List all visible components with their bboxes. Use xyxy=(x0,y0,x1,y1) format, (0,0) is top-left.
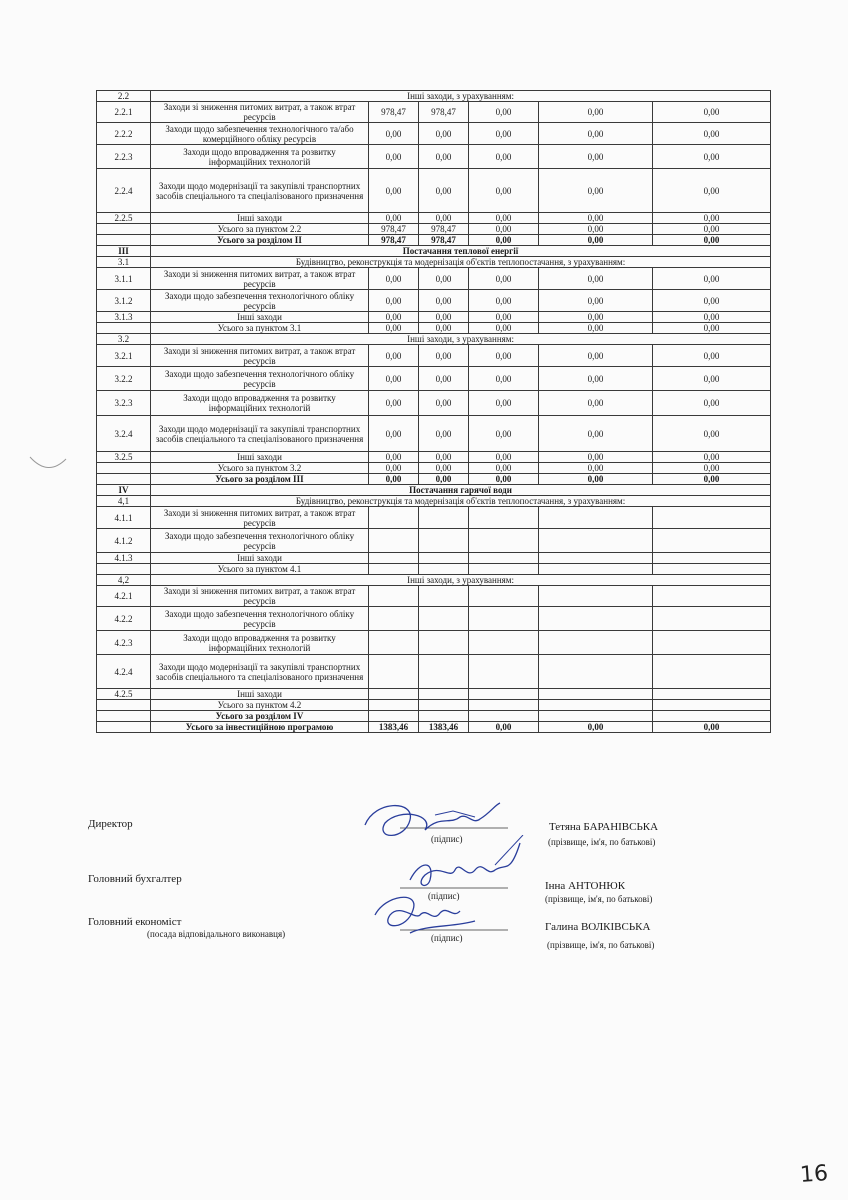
value-cell: 0,00 xyxy=(419,391,469,416)
value-cell xyxy=(469,564,539,575)
row-code: 3.2.3 xyxy=(97,391,151,416)
row-code: 3.2.5 xyxy=(97,452,151,463)
value-cell xyxy=(419,553,469,564)
value-cell: 0,00 xyxy=(539,722,653,733)
value-cell xyxy=(653,631,771,655)
total-row xyxy=(97,722,771,733)
value-cell: 0,00 xyxy=(419,463,469,474)
table-row xyxy=(97,607,771,631)
section-title: Інші заходи, з урахуванням: xyxy=(151,334,771,345)
accountant-signature-label: (підпис) xyxy=(428,891,460,901)
row-code: 2.2.3 xyxy=(97,145,151,169)
value-cell xyxy=(653,700,771,711)
section-title: Інші заходи, з урахуванням: xyxy=(151,91,771,102)
row-code: 2.2.1 xyxy=(97,102,151,123)
value-cell: 0,00 xyxy=(419,169,469,213)
value-cell: 0,00 xyxy=(369,145,419,169)
value-cell: 0,00 xyxy=(469,102,539,123)
value-cell: 0,00 xyxy=(539,235,653,246)
value-cell: 0,00 xyxy=(469,123,539,145)
value-cell xyxy=(369,507,419,529)
value-cell: 978,47 xyxy=(369,224,419,235)
value-cell: 0,00 xyxy=(653,474,771,485)
value-cell xyxy=(469,700,539,711)
value-cell: 0,00 xyxy=(469,224,539,235)
value-cell: 0,00 xyxy=(653,224,771,235)
value-cell xyxy=(469,689,539,700)
row-description: Усього за пунктом 4.2 xyxy=(151,700,369,711)
table-row xyxy=(97,290,771,312)
total-row xyxy=(97,474,771,485)
table-row xyxy=(97,102,771,123)
table-row xyxy=(97,507,771,529)
row-code: 4,2 xyxy=(97,575,151,586)
value-cell: 0,00 xyxy=(653,345,771,367)
row-description: Інші заходи xyxy=(151,312,369,323)
total-row xyxy=(97,235,771,246)
accountant-name-label: (прізвище, ім'я, по батькові) xyxy=(545,894,653,904)
value-cell xyxy=(419,689,469,700)
value-cell xyxy=(469,586,539,607)
row-description: Заходи щодо модернізації та закупівлі транспортних засобів спеціального та спеціалізованого призначення xyxy=(151,169,369,213)
value-cell xyxy=(653,655,771,689)
value-cell: 0,00 xyxy=(539,290,653,312)
section-row xyxy=(97,496,771,507)
section-title: Постачання теплової енергії xyxy=(151,246,771,257)
value-cell: 0,00 xyxy=(539,123,653,145)
table-row xyxy=(97,123,771,145)
value-cell xyxy=(469,631,539,655)
value-cell: 0,00 xyxy=(369,323,419,334)
row-code: 4.2.5 xyxy=(97,689,151,700)
row-code: 3.2 xyxy=(97,334,151,345)
value-cell: 0,00 xyxy=(469,323,539,334)
row-description: Заходи щодо забезпечення технологічного обліку ресурсів xyxy=(151,607,369,631)
total-row xyxy=(97,463,771,474)
total-row xyxy=(97,711,771,722)
value-cell: 0,00 xyxy=(369,416,419,452)
value-cell: 0,00 xyxy=(469,290,539,312)
row-code: 4.2.3 xyxy=(97,631,151,655)
row-code xyxy=(97,463,151,474)
economist-signature-label: (підпис) xyxy=(431,933,463,943)
value-cell xyxy=(469,507,539,529)
row-code: 4.2.1 xyxy=(97,586,151,607)
accountant-title: Головний бухгалтер xyxy=(88,873,182,885)
value-cell: 0,00 xyxy=(539,145,653,169)
value-cell: 0,00 xyxy=(653,290,771,312)
value-cell: 0,00 xyxy=(419,312,469,323)
value-cell: 978,47 xyxy=(369,102,419,123)
row-description: Заходи зі зниження питомих витрат, а також втрат ресурсів xyxy=(151,345,369,367)
value-cell xyxy=(539,607,653,631)
row-code: 4,1 xyxy=(97,496,151,507)
value-cell: 978,47 xyxy=(419,102,469,123)
table-row xyxy=(97,416,771,452)
value-cell: 0,00 xyxy=(469,416,539,452)
row-code: 4.2.2 xyxy=(97,607,151,631)
row-code: 3.1.2 xyxy=(97,290,151,312)
value-cell: 0,00 xyxy=(369,367,419,391)
value-cell: 0,00 xyxy=(653,463,771,474)
value-cell: 0,00 xyxy=(539,463,653,474)
table-row xyxy=(97,145,771,169)
page-number: 16 xyxy=(799,1161,829,1188)
row-code: 2.2.5 xyxy=(97,213,151,224)
row-description: Інші заходи xyxy=(151,553,369,564)
row-description: Заходи щодо забезпечення технологічного обліку ресурсів xyxy=(151,367,369,391)
section-row xyxy=(97,246,771,257)
value-cell: 0,00 xyxy=(653,391,771,416)
value-cell xyxy=(369,689,419,700)
value-cell: 0,00 xyxy=(369,474,419,485)
value-cell: 0,00 xyxy=(369,452,419,463)
row-code: 4.1.3 xyxy=(97,553,151,564)
row-description: Усього за пунктом 2.2 xyxy=(151,224,369,235)
value-cell xyxy=(419,586,469,607)
value-cell: 0,00 xyxy=(653,268,771,290)
total-row xyxy=(97,700,771,711)
value-cell: 0,00 xyxy=(539,102,653,123)
value-cell xyxy=(419,700,469,711)
row-code xyxy=(97,224,151,235)
row-code: 3.1.3 xyxy=(97,312,151,323)
value-cell: 0,00 xyxy=(539,367,653,391)
value-cell xyxy=(653,529,771,553)
value-cell: 978,47 xyxy=(419,224,469,235)
section-title: Будівництво, реконструкція та модернізація об'єктів теплопостачання, з урахуванням: xyxy=(151,496,771,507)
row-description: Заходи щодо впровадження та розвитку інформаційних технологій xyxy=(151,145,369,169)
value-cell xyxy=(539,655,653,689)
value-cell: 0,00 xyxy=(369,345,419,367)
row-description: Усього за пунктом 4.1 xyxy=(151,564,369,575)
value-cell: 0,00 xyxy=(539,224,653,235)
value-cell xyxy=(539,529,653,553)
section-row xyxy=(97,485,771,496)
economist-name: Галина ВОЛКІВСЬКА xyxy=(545,921,651,933)
value-cell: 0,00 xyxy=(653,235,771,246)
value-cell: 0,00 xyxy=(369,312,419,323)
value-cell: 0,00 xyxy=(469,268,539,290)
economist-signature-scribble xyxy=(365,885,495,945)
value-cell xyxy=(369,529,419,553)
total-row xyxy=(97,564,771,575)
value-cell xyxy=(469,711,539,722)
value-cell xyxy=(469,553,539,564)
table-row xyxy=(97,689,771,700)
row-description: Заходи щодо забезпечення технологічного обліку ресурсів xyxy=(151,529,369,553)
investment-program-table xyxy=(96,90,771,733)
value-cell: 0,00 xyxy=(653,169,771,213)
row-code: 4.1.2 xyxy=(97,529,151,553)
value-cell: 0,00 xyxy=(469,391,539,416)
row-code: 3.1 xyxy=(97,257,151,268)
value-cell: 0,00 xyxy=(369,391,419,416)
row-code xyxy=(97,323,151,334)
value-cell xyxy=(653,689,771,700)
value-cell xyxy=(469,529,539,553)
director-signature-label: (підпис) xyxy=(431,834,463,844)
value-cell: 978,47 xyxy=(419,235,469,246)
row-description: Заходи зі зниження питомих витрат, а також втрат ресурсів xyxy=(151,102,369,123)
table-row xyxy=(97,312,771,323)
value-cell xyxy=(369,631,419,655)
value-cell xyxy=(369,700,419,711)
value-cell: 0,00 xyxy=(653,452,771,463)
value-cell: 0,00 xyxy=(469,235,539,246)
economist-name-label: (прізвище, ім'я, по батькові) xyxy=(547,940,655,950)
value-cell: 0,00 xyxy=(539,323,653,334)
value-cell: 0,00 xyxy=(419,345,469,367)
table-row xyxy=(97,586,771,607)
value-cell xyxy=(653,553,771,564)
value-cell: 978,47 xyxy=(369,235,419,246)
value-cell: 0,00 xyxy=(419,123,469,145)
row-code: 3.2.4 xyxy=(97,416,151,452)
value-cell xyxy=(539,631,653,655)
value-cell: 0,00 xyxy=(419,268,469,290)
accountant-name: Інна АНТОНЮК xyxy=(545,880,626,892)
value-cell: 0,00 xyxy=(469,213,539,224)
section-title: Будівництво, реконструкція та модернізація об'єктів теплопостачання, з урахуванням: xyxy=(151,257,771,268)
value-cell: 0,00 xyxy=(539,345,653,367)
row-description: Усього за розділом IV xyxy=(151,711,369,722)
value-cell: 0,00 xyxy=(369,268,419,290)
value-cell xyxy=(419,607,469,631)
value-cell: 0,00 xyxy=(419,213,469,224)
row-description: Інші заходи xyxy=(151,689,369,700)
row-code xyxy=(97,235,151,246)
value-cell xyxy=(539,711,653,722)
responsible-note: (посада відповідального виконавця) xyxy=(147,929,286,939)
value-cell: 0,00 xyxy=(369,290,419,312)
row-code xyxy=(97,700,151,711)
value-cell: 0,00 xyxy=(653,312,771,323)
value-cell: 1383,46 xyxy=(419,722,469,733)
value-cell xyxy=(419,631,469,655)
value-cell: 0,00 xyxy=(369,463,419,474)
row-description: Заходи щодо впровадження та розвитку інформаційних технологій xyxy=(151,391,369,416)
row-description: Заходи щодо модернізації та закупівлі транспортних засобів спеціального та спеціалізованого призначення xyxy=(151,655,369,689)
value-cell xyxy=(419,711,469,722)
director-title: Директор xyxy=(88,818,133,830)
value-cell: 0,00 xyxy=(419,474,469,485)
value-cell: 0,00 xyxy=(539,213,653,224)
value-cell: 0,00 xyxy=(419,290,469,312)
director-name: Тетяна БАРАНІВСЬКА xyxy=(549,821,659,833)
value-cell: 0,00 xyxy=(653,367,771,391)
row-code xyxy=(97,722,151,733)
row-description: Усього за інвестиційною програмою xyxy=(151,722,369,733)
value-cell: 0,00 xyxy=(539,312,653,323)
row-code: 4.2.4 xyxy=(97,655,151,689)
value-cell: 0,00 xyxy=(653,416,771,452)
table-row xyxy=(97,345,771,367)
value-cell: 0,00 xyxy=(469,345,539,367)
value-cell xyxy=(539,553,653,564)
value-cell: 0,00 xyxy=(653,323,771,334)
value-cell xyxy=(469,655,539,689)
row-description: Інші заходи xyxy=(151,452,369,463)
value-cell: 0,00 xyxy=(539,452,653,463)
value-cell: 0,00 xyxy=(419,367,469,391)
value-cell: 0,00 xyxy=(539,391,653,416)
table-row xyxy=(97,452,771,463)
value-cell: 0,00 xyxy=(469,463,539,474)
table-row xyxy=(97,631,771,655)
value-cell: 0,00 xyxy=(539,268,653,290)
value-cell xyxy=(419,564,469,575)
value-cell: 0,00 xyxy=(369,169,419,213)
punch-hole-mark xyxy=(28,455,68,475)
value-cell xyxy=(653,711,771,722)
row-code: 4.1.1 xyxy=(97,507,151,529)
section-title: Постачання гарячої води xyxy=(151,485,771,496)
value-cell: 0,00 xyxy=(419,145,469,169)
row-code xyxy=(97,564,151,575)
table-row xyxy=(97,268,771,290)
row-code: 3.1.1 xyxy=(97,268,151,290)
value-cell xyxy=(539,700,653,711)
table-body xyxy=(97,91,771,733)
value-cell xyxy=(369,607,419,631)
total-row xyxy=(97,224,771,235)
value-cell: 0,00 xyxy=(469,312,539,323)
value-cell: 1383,46 xyxy=(369,722,419,733)
value-cell: 0,00 xyxy=(369,123,419,145)
table-row xyxy=(97,529,771,553)
value-cell xyxy=(653,607,771,631)
value-cell: 0,00 xyxy=(469,367,539,391)
row-description: Заходи зі зниження питомих витрат, а також втрат ресурсів xyxy=(151,586,369,607)
total-row xyxy=(97,323,771,334)
value-cell xyxy=(539,586,653,607)
value-cell: 0,00 xyxy=(469,169,539,213)
row-code: 3.2.2 xyxy=(97,367,151,391)
value-cell xyxy=(369,711,419,722)
row-description: Усього за пунктом 3.2 xyxy=(151,463,369,474)
row-description: Заходи щодо забезпечення технологічного обліку ресурсів xyxy=(151,290,369,312)
value-cell: 0,00 xyxy=(539,474,653,485)
row-description: Інші заходи xyxy=(151,213,369,224)
section-title: Інші заходи, з урахуванням: xyxy=(151,575,771,586)
row-description: Усього за пунктом 3.1 xyxy=(151,323,369,334)
row-code: 3.2.1 xyxy=(97,345,151,367)
value-cell: 0,00 xyxy=(653,102,771,123)
value-cell xyxy=(469,607,539,631)
row-description: Заходи щодо модернізації та закупівлі транспортних засобів спеціального та спеціалізованого призначення xyxy=(151,416,369,452)
value-cell xyxy=(653,564,771,575)
value-cell xyxy=(369,655,419,689)
section-row xyxy=(97,257,771,268)
value-cell: 0,00 xyxy=(653,213,771,224)
row-code xyxy=(97,711,151,722)
value-cell xyxy=(539,689,653,700)
value-cell xyxy=(369,586,419,607)
row-code: IV xyxy=(97,485,151,496)
row-description: Усього за розділом ІІІ xyxy=(151,474,369,485)
value-cell xyxy=(369,564,419,575)
row-code xyxy=(97,474,151,485)
row-code: 2.2 xyxy=(97,91,151,102)
value-cell: 0,00 xyxy=(469,452,539,463)
value-cell: 0,00 xyxy=(419,323,469,334)
director-name-label: (прізвище, ім'я, по батькові) xyxy=(548,837,656,847)
value-cell xyxy=(369,553,419,564)
value-cell: 0,00 xyxy=(653,722,771,733)
value-cell: 0,00 xyxy=(469,474,539,485)
value-cell xyxy=(539,564,653,575)
table-row xyxy=(97,169,771,213)
row-description: Заходи зі зниження питомих витрат, а також втрат ресурсів xyxy=(151,507,369,529)
row-description: Заходи щодо впровадження та розвитку інформаційних технологій xyxy=(151,631,369,655)
value-cell xyxy=(419,529,469,553)
value-cell: 0,00 xyxy=(469,145,539,169)
row-description: Усього за розділом ІІ xyxy=(151,235,369,246)
row-description: Заходи зі зниження питомих витрат, а також втрат ресурсів xyxy=(151,268,369,290)
value-cell: 0,00 xyxy=(653,145,771,169)
table-row xyxy=(97,367,771,391)
value-cell xyxy=(419,655,469,689)
value-cell xyxy=(419,507,469,529)
value-cell: 0,00 xyxy=(369,213,419,224)
section-row xyxy=(97,575,771,586)
value-cell: 0,00 xyxy=(419,416,469,452)
value-cell xyxy=(653,586,771,607)
row-code: ІІІ xyxy=(97,246,151,257)
value-cell xyxy=(653,507,771,529)
table-row xyxy=(97,553,771,564)
row-code: 2.2.4 xyxy=(97,169,151,213)
economist-title: Головний економіст xyxy=(88,916,182,928)
value-cell: 0,00 xyxy=(539,169,653,213)
row-code: 2.2.2 xyxy=(97,123,151,145)
value-cell: 0,00 xyxy=(419,452,469,463)
row-description: Заходи щодо забезпечення технологічного та/або комерційного обліку ресурсів xyxy=(151,123,369,145)
table-row xyxy=(97,655,771,689)
table-row xyxy=(97,213,771,224)
section-row xyxy=(97,334,771,345)
value-cell: 0,00 xyxy=(653,123,771,145)
value-cell: 0,00 xyxy=(469,722,539,733)
value-cell: 0,00 xyxy=(539,416,653,452)
table-row xyxy=(97,391,771,416)
value-cell xyxy=(539,507,653,529)
section-row xyxy=(97,91,771,102)
